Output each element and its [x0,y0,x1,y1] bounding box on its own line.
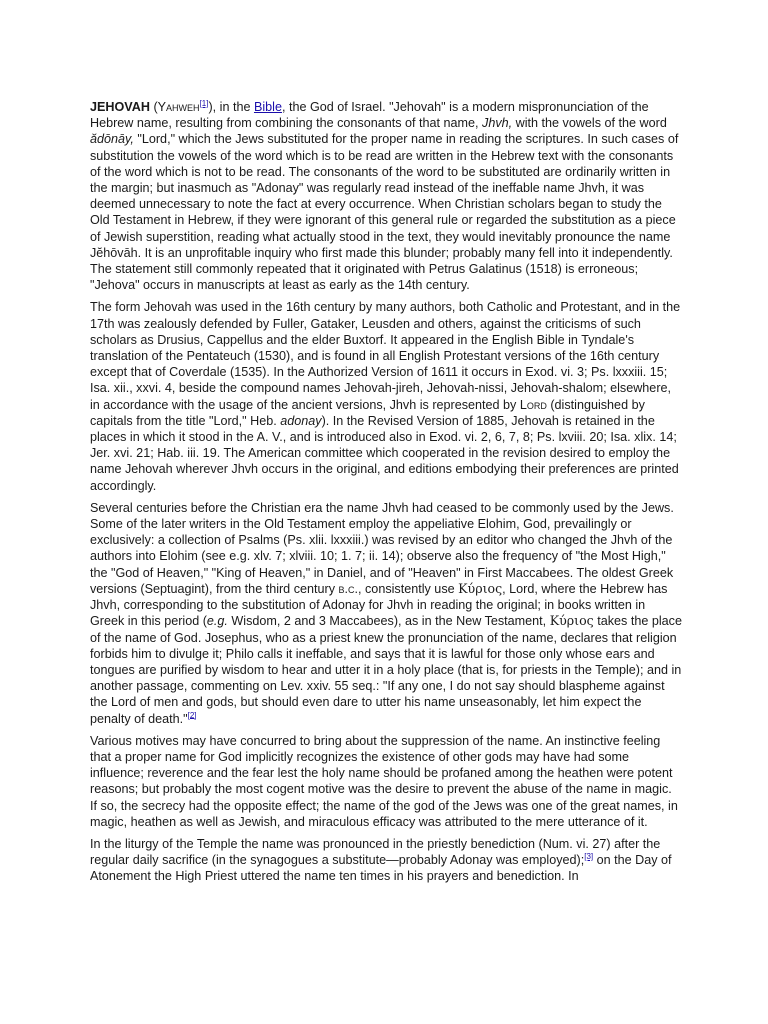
text-run: , consistently use [358,581,459,596]
text-run: on the Day of Atonement the High Priest uttered the name ten times in his prayers and benediction. In [90,853,672,884]
text-run: , Lord, where the Hebrew has Jhvh, corresponding to the substitution of Adonay for Jhvh in reading the original; in books written in Greek in this period ( [90,581,668,629]
jhvh-term: Jhvh, [482,116,513,131]
paragraph-1 [90,99,682,293]
text-run: Several centuries before the Christian era the name Jhvh had ceased to be commonly used by the Jews. Some of the later writers in the Old Testament employ the appeliative Elohim, God, prevailingly or exclusively: a collection of Psalms (Ps. xlii. lxxxiii.) was revised by an editor who changed the Jhvh of the authors into Elohim (see e.g. xlv. 7; xlviii. 10; 1. 7; ii. 14); observe also the frequency of "the Most High," the "God of Heaven," "King of Heaven," in Daniel, and of "Heaven" in First Maccabees. The oldest Greek versions (Septuagint), from the third century [90,500,674,596]
footnote-link-3[interactable]: [3] [584,851,594,861]
text-run: The form Jehovah was used in the 16th century by many authors, both Catholic and Protestant, and in the 17th was zealously defended by Fuller, Gataker, Leusden and others, against the criticisms of such scholars as Drusius, Cappellus and the elder Buxtorf. It appeared in the English Bible in Tyndale's translation of the Pentateuch (1530), and is found in all English Protestant versions of the 16th century except that of Coverdale (1535). In the Authorized Version of 1611 it occurs in Exod. vi. 3; Ps. lxxxiii. 15; Isa. xii., xxvi. 4, beside the compound names Jehovah-jireh, Jehovah-nissi, Jehovah-shalom; elsewhere, in accordance with the usage of the ancient versions, Jhvh is represented by [90,300,681,412]
greek-kyrios: Κύριος [458,580,503,596]
adonay-term: adonay [280,413,322,428]
footnote-ref-3 [584,852,593,861]
text-run: "Lord," which the Jews substituted for the proper name in reading the scriptures. In such cases of substitution the vowels of the word which is to be read are written in the Hebrew text with the consonants of the word which is not to be read. The consonants of the word to be substituted are ordinarily written in the margin; but inasmuch as "Adonay" was regularly read instead of the ineffable name Jhvh, it was deemed unnecessary to note the fact at every occurrence. When Christian scholars began to study the Old Testament in Hebrew, if they were ignorant of this general rule or regarded the substitution as a piece of Jewish superstition, reading what actually stood in the text, they would inevitably pronounce the name Jĕhōvāh. It is an unprofitable inquiry who first made this blunder; probably many fell into it independently. The statement still commonly repeated that it originated with Petrus Galatinus (1518) is erroneous; "Jehova" occurs in manuscripts at least as early as the 14th century. [90,132,679,293]
footnote-link-1[interactable]: [1] [199,98,209,108]
text-run: ). In the Revised Version of 1885, Jehovah is retained in the places in which it stood in the A. V., and is introduced also in Exod. vi. 2, 6, 7, 8; Ps. lxviii. 20; Isa. xlix. 14; Jer. xvi. 21; Hab. iii. 19. The American committee which cooperated in the revision desired to employ the name Jehovah wherever Jhvh occurs in the original, and editions embodying their preferences are printed accordingly. [90,413,679,493]
yahweh-term: Yahweh [157,100,200,114]
adonay-term: ădōnāy, [90,132,134,147]
lord-term: Lord [519,397,547,412]
eg-term: e.g. [206,614,228,629]
bc-term: b.c. [338,581,359,596]
paragraph-3 [90,500,682,727]
footnote-link-2[interactable]: [2] [187,710,197,720]
text-run: with the vowels of the word [512,116,667,131]
footnote-ref-2 [188,710,197,719]
paragraph-4 [90,733,682,830]
article-body [90,99,682,891]
paragraph-5 [90,836,682,885]
headword: JEHOVAH [90,100,150,114]
text-run: , the God of Israel. "Jehovah" is a modern mispronunciation of the Hebrew name, resulting from combining the consonants of that name, [90,100,649,131]
text-run: takes the place of the name of God. Josephus, who as a priest knew the pronunciation of the name, declares that religion forbids him to divulge it; Philo calls it ineffable, and says that it is lawful for those only whose ears and tongues are purified by wisdom to hear and utter it in a holy place (that is, for priests in the Temple); and in another passage, commenting on Lev. xxiv. 55 seq.: "If any one, I do not say should blaspheme against the Lord of men and gods, but should even dare to utter his name unseasonably, let him expect the penalty of death." [90,614,682,726]
text-run: (distinguished by capitals from the title "Lord," Heb. [90,397,645,428]
text-run: In the liturgy of the Temple the name was pronounced in the priestly benediction (Num. vi. 27) after the regular daily sacrifice (in the synagogues a substitute—probably Adonay was employed); [90,836,661,868]
text-run: Wisdom, 2 and 3 Maccabees), as in the New Testament, [227,614,550,629]
text-run: ), in the [208,100,254,114]
text-run: ( [149,100,158,114]
paragraph-2 [90,299,682,493]
bible-link[interactable]: Bible [253,100,282,114]
greek-kyrios: Κύριος [549,613,594,629]
text-run: Various motives may have concurred to bring about the suppression of the name. An instinctive feeling that a proper name for God implicitly recognizes the existence of other gods may have had some influence; reverence and the fear lest the holy name should be profaned among the heathen were potent reasons; but probably the most cogent motive was the desire to prevent the abuse of the name in magic. If so, the secrecy had the opposite effect; the name of the god of the Jews was one of the great names, in magic, heathen as well as Jewish, and miraculous efficacy was attributed to the mere utterance of it. [90,733,678,829]
